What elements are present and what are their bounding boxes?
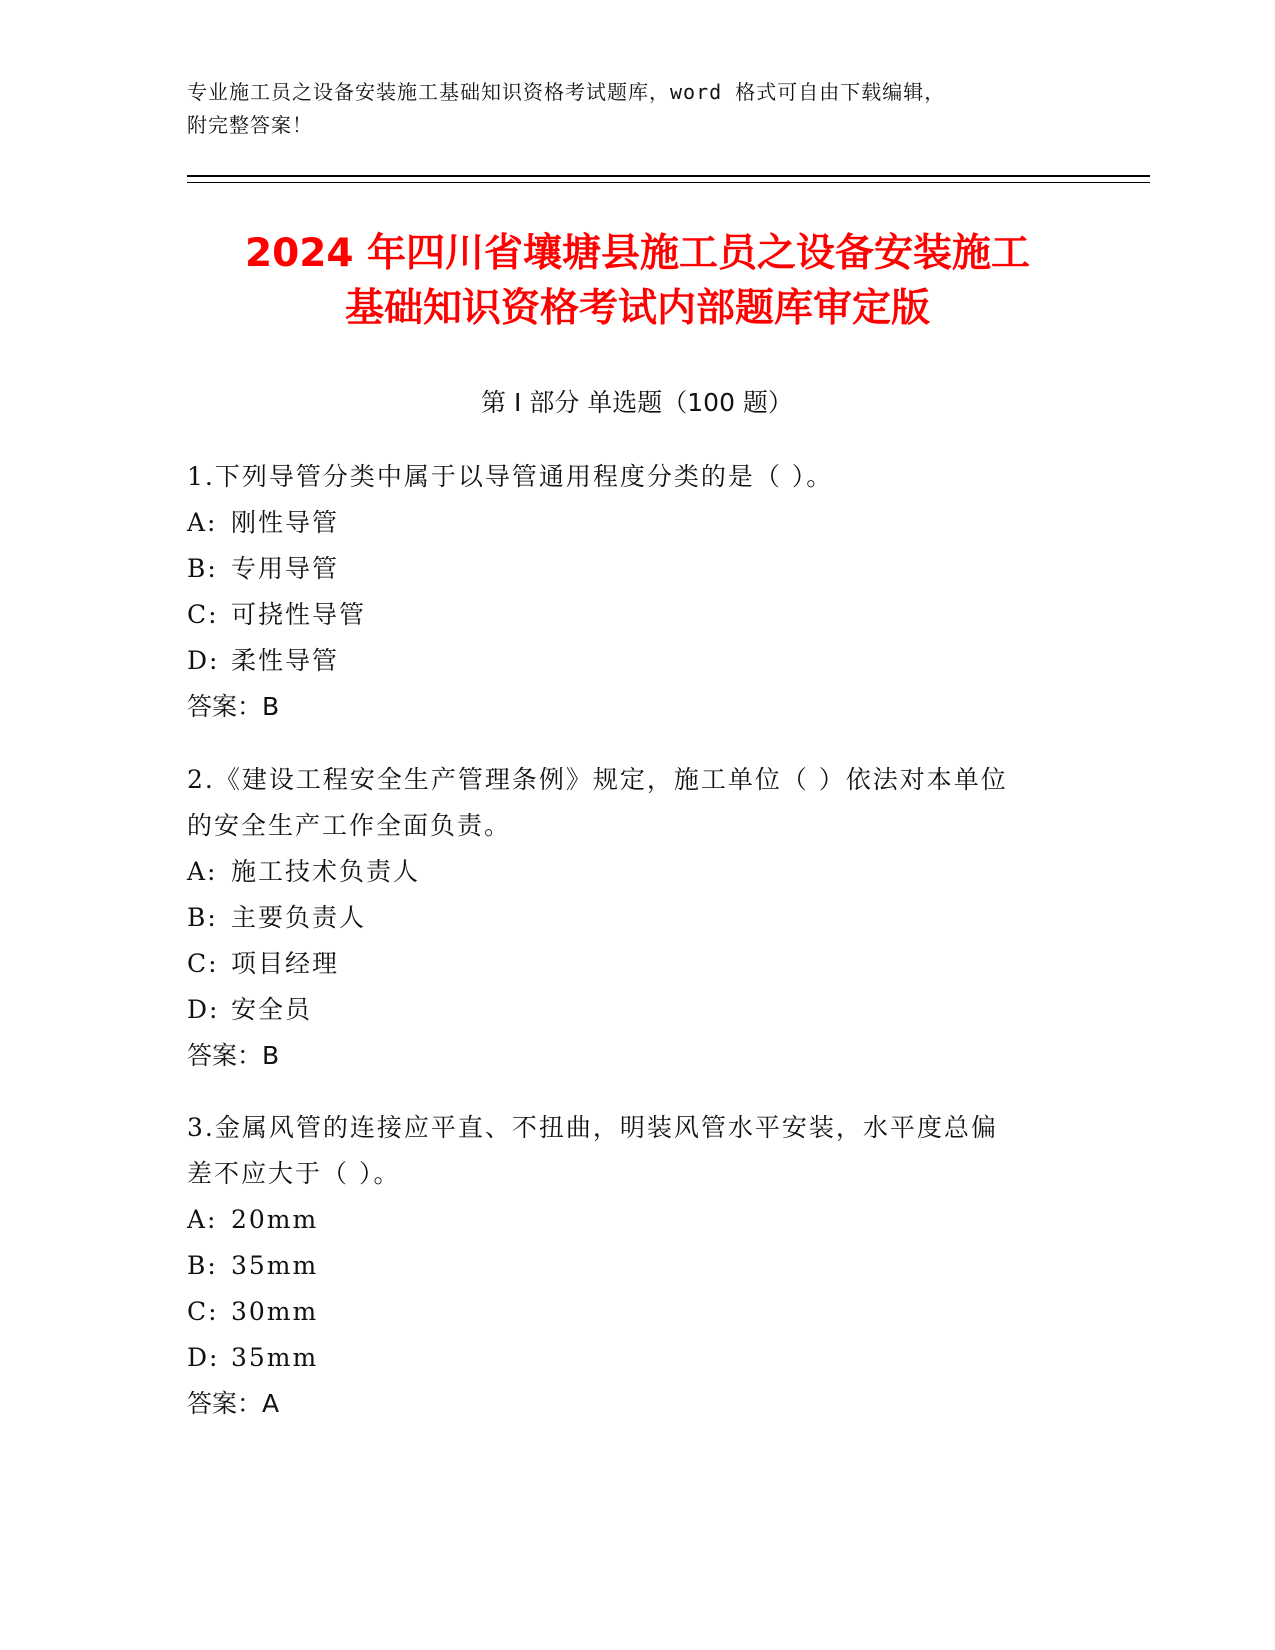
question-stem-line: 的安全生产工作全面负责。	[187, 811, 512, 840]
question-1	[187, 454, 1087, 730]
option-letter: D:	[187, 1343, 220, 1372]
option-letter: C:	[187, 1297, 219, 1326]
option-d	[187, 1335, 1087, 1381]
option-a	[187, 1197, 1087, 1243]
question-stem	[187, 1105, 1087, 1197]
option-letter: A:	[187, 857, 218, 886]
section-heading: 第 I 部分 单选题（100 题）	[481, 388, 793, 417]
option-b	[187, 1243, 1087, 1289]
option-text: 20mm	[231, 1205, 319, 1234]
question-stem-line: 3.金属风管的连接应平直、不扭曲，明装风管水平安装，水平度总偏	[187, 1113, 998, 1142]
header-note	[187, 76, 1087, 142]
option-letter: C:	[187, 600, 219, 629]
option-letter: B:	[187, 1251, 218, 1280]
option-letter: B:	[187, 554, 218, 583]
question-stem	[187, 757, 1087, 849]
option-text: 可挠性导管	[231, 600, 367, 629]
option-text: 专用导管	[231, 554, 340, 583]
option-d	[187, 987, 1087, 1033]
option-c	[187, 1289, 1087, 1335]
answer-line: 答案：A	[187, 1389, 280, 1418]
option-a	[187, 849, 1087, 895]
option-b	[187, 546, 1087, 592]
option-a	[187, 500, 1087, 546]
option-d	[187, 638, 1087, 684]
option-text: 安全员	[231, 995, 313, 1024]
document-title-line-1: 2024 年四川省壤塘县施工员之设备安装施工	[244, 231, 1031, 276]
option-text: 主要负责人	[231, 903, 367, 932]
option-letter: A:	[187, 508, 218, 537]
question-2	[187, 757, 1087, 1079]
document-title	[150, 226, 1125, 336]
option-text: 刚性导管	[231, 508, 340, 537]
header-note-line-1: 专业施工员之设备安装施工基础知识资格考试题库，word 格式可自由下载编辑，	[187, 80, 946, 104]
question-stem-line: 差不应大于（ ）。	[187, 1159, 401, 1188]
question-stem	[187, 454, 1087, 500]
option-letter: A:	[187, 1205, 218, 1234]
header-divider-thin	[187, 182, 1150, 183]
option-text: 项目经理	[231, 949, 340, 978]
answer-line: 答案：B	[187, 1041, 280, 1070]
question-3	[187, 1105, 1087, 1427]
question-stem-line: 1.下列导管分类中属于以导管通用程度分类的是（ ）。	[187, 462, 834, 491]
option-c	[187, 592, 1087, 638]
option-letter: C:	[187, 949, 219, 978]
option-c	[187, 941, 1087, 987]
option-letter: B:	[187, 903, 218, 932]
answer-line: 答案：B	[187, 692, 280, 721]
option-text: 30mm	[231, 1297, 319, 1326]
question-stem-line: 2.《建设工程安全生产管理条例》规定，施工单位（ ）依法对本单位	[187, 765, 1008, 794]
option-text: 施工技术负责人	[231, 857, 421, 886]
option-text: 35mm	[231, 1251, 319, 1280]
option-letter: D:	[187, 646, 220, 675]
header-note-line-2: 附完整答案！	[187, 113, 313, 137]
header-divider-thick	[187, 175, 1150, 177]
document-title-line-2: 基础知识资格考试内部题库审定版	[344, 286, 930, 331]
option-letter: D:	[187, 995, 220, 1024]
option-b	[187, 895, 1087, 941]
option-text: 35mm	[231, 1343, 319, 1372]
option-text: 柔性导管	[231, 646, 340, 675]
